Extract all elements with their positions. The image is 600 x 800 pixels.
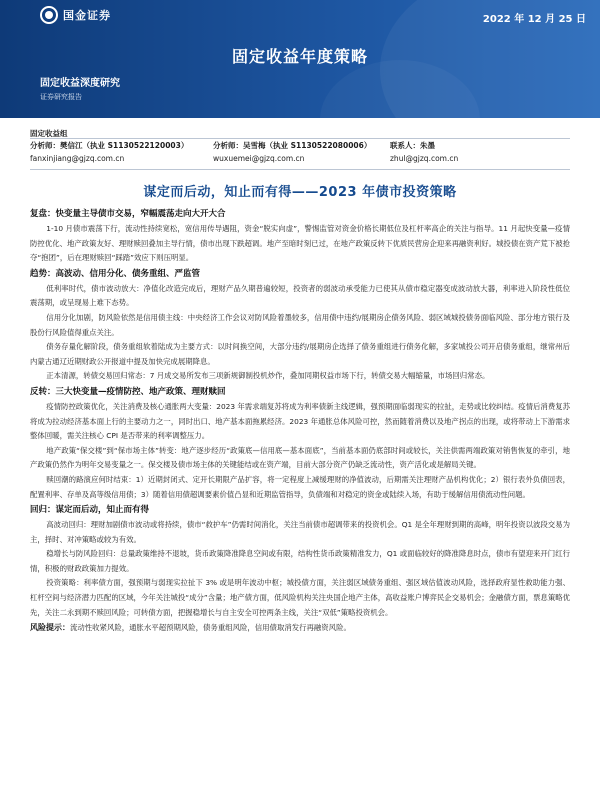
section-label: 复盘： [30,209,56,219]
analyst-row [30,140,590,152]
logo-icon [40,6,58,24]
paragraph: 低利率时代，债市波动放大：净值化改造完成后，理财产品久期普遍较短，投资者的弱波动承受能力已使其从债市稳定器变成波动放大器，利率进入阶段性低位震荡期，或呈现易上难下态势。 [30,283,570,308]
section-label: 趋势： [30,268,56,279]
paragraph: 稳增长与防风险回归：总量政策维持不退坡，货币政策降准降息空间或有限，结构性货币政策精准发力，Q1 或面临较好的降准降息时点，债市有望迎来开门红行情，积极的财政政策加力提效。 [30,549,570,573]
paragraph: 投资策略：利率债方面，强预期与弱现实拉扯下 3% 或是明年波动中枢；城投债方面，关注弱区域债务重组、强区域估值波动风险，选择政府显性救助能力强、杠杆空间与经济潜力匹配的区域，今年关注城投“成分”含量；地产债方面，低风险机构关注央国企地产主体，高收益账户博弈民企交易机会；金融债方面，票息策略优先，关注二永到期不赎回风险；可转债方面，把握稳增长与自主安全可控两条主线，关注“双低”策略投资机会。 [30,578,570,617]
section-title: 谋定而后动，知止而有得 [55,505,150,516]
brand-logo [40,6,111,24]
divider [30,138,570,139]
paragraph: 高波动回归：理财加剧债市波动或将持续，债市“救护车”仍需时间消化，关注当前债市超调带来的投资机会。Q1 是全年理财到期的高峰，明年投资以波段交易为主，择时、对冲策略或较为有效。 [30,520,570,544]
report-body [30,206,570,636]
email-link-2[interactable]: wuxuemei@gjzq.com.cn [213,154,305,163]
report-subseries: 证券研究报告 [40,93,82,101]
risk-text: 流动性收紧风险，通胀水平超预期风险，债务重组风险，信用债取消发行再融资风险。 [70,623,351,633]
risk-label: 风险提示： [30,623,70,633]
research-group: 固定收益组 [30,129,68,138]
risk-warning [30,621,570,636]
divider [30,169,570,170]
section-heading-review [30,207,570,222]
section-label: 回归： [30,505,56,516]
section-heading-backtest [30,503,570,518]
email-link-3[interactable]: zhul@gjzq.com.cn [390,154,459,163]
report-date: 2022 年 12 月 25 日 [482,14,586,25]
report-series: 固定收益深度研究 [40,78,120,89]
paragraph: 赎回潮的路演应何时结束：1）近期封闭式、定开长期限产品扩容，将一定程度上减缓理财的净值波动，后期需关注理财产品机构优化；2）银行表外负债回表，配置利率、存单及高等级信用债；3）随着信用债超调要素价值凸显和近期监管指导，负债端和对稳定的资金或陆续入场，有助于缓解信用债流动性问题。 [30,474,570,499]
report-banner [0,0,600,118]
email-row [30,154,590,166]
paragraph: 债务存量化解阶段，债务重组软着陆成为主要方式：以时间换空间，大部分违约/展期房企选择了债务重组进行债务化解，多家城投公司开启债务重组，继常州后内蒙古通辽近期财政公开报道中提及加快完成展期降息。 [30,342,570,366]
section-label: 反转： [30,386,56,397]
analyst-1: 分析师：樊信江（执业 S1130522120003） [30,141,189,150]
paragraph: 信用分化加剧，防风险依然是信用债主线：中央经济工作会议对防风险着墨较多，信用债中违约/展期房企债务风险、弱区域城投债务面临风险、部分地方银行及股份行风险值得重点关注。 [30,312,570,337]
paragraph: 正本清源，转债交易回归常态：7 月成交易所发布三项新规御制投机炒作，叠加同期权益市场下行，转债交易大幅缩量，市场回归常态。 [46,371,490,381]
paragraph: 地产政策“保交楼”到“保市场主体”转变：地产逐步经历“政策底—信用底—基本面底”，当前基本面仍底部时间或较长，关注供需两端政策对销售恢复的牵引，地产政策仍然作为明年交易变量之一。保交楼及债市场主体的关键能结或在资产端，目前大部分资产仍缺乏流动性，资产活化或是解局关键。 [30,445,570,470]
paragraph: 疫情防控政策优化，关注消费及核心通胀两大变量：2023 年需求端复苏将成为利率债新主线逻辑，强预期面临弱现实的拉扯，走势或比较纠结。疫情后消费复苏将成为拉动经济基本面上行的主要动力之一，同时出口、地产基本面拖累经济。2023 年通胀总体风险可控，然而随着消费以及地产拐点的出现，或将带动上下游需求整体回暖，需关注核心 CPI 是否带来的利率调整压力。 [30,401,570,441]
section-title: 快变量主导债市交易，窄幅震荡走向大开大合 [55,209,226,219]
document-title: 谋定而后动，知止而有得——2023 年债市投资策略 [143,185,457,200]
analyst-2: 分析师：吴雪梅（执业 S1130522080006） [213,141,372,150]
logo-text: 国金证券 [63,9,111,22]
section-title: 三大快变量—疫情防控、地产政策、理财赎回 [55,386,226,397]
contact-person: 联系人：朱墨 [390,141,435,150]
section-title: 高波动、信用分化、债务重组、严监管 [55,268,201,279]
email-link-1[interactable]: fanxinjiang@gjzq.com.cn [30,154,125,163]
report-main-title: 固定收益年度策略 [231,47,368,66]
section-heading-reversal [30,385,570,400]
paragraph: 1-10 月债市震荡下行，流动性持续宽松，宽信用传导遇阻，资金“脱实向虚”，警惕监管对资金价格长期低位及杠杆率高企的关注与指导。11 月起快变量—疫情防控优化、地产政策友好、理财赎回叠加主导行情，债市出现下跌超调。地产至暗时刻已过，在地产政策反转下优质民营房企迎来再融资利好。城投债在资产荒下被抢夺“抱团”，后在理财赎回“踩踏”效应下则压明显。 [30,224,570,263]
section-heading-trend [30,267,570,282]
